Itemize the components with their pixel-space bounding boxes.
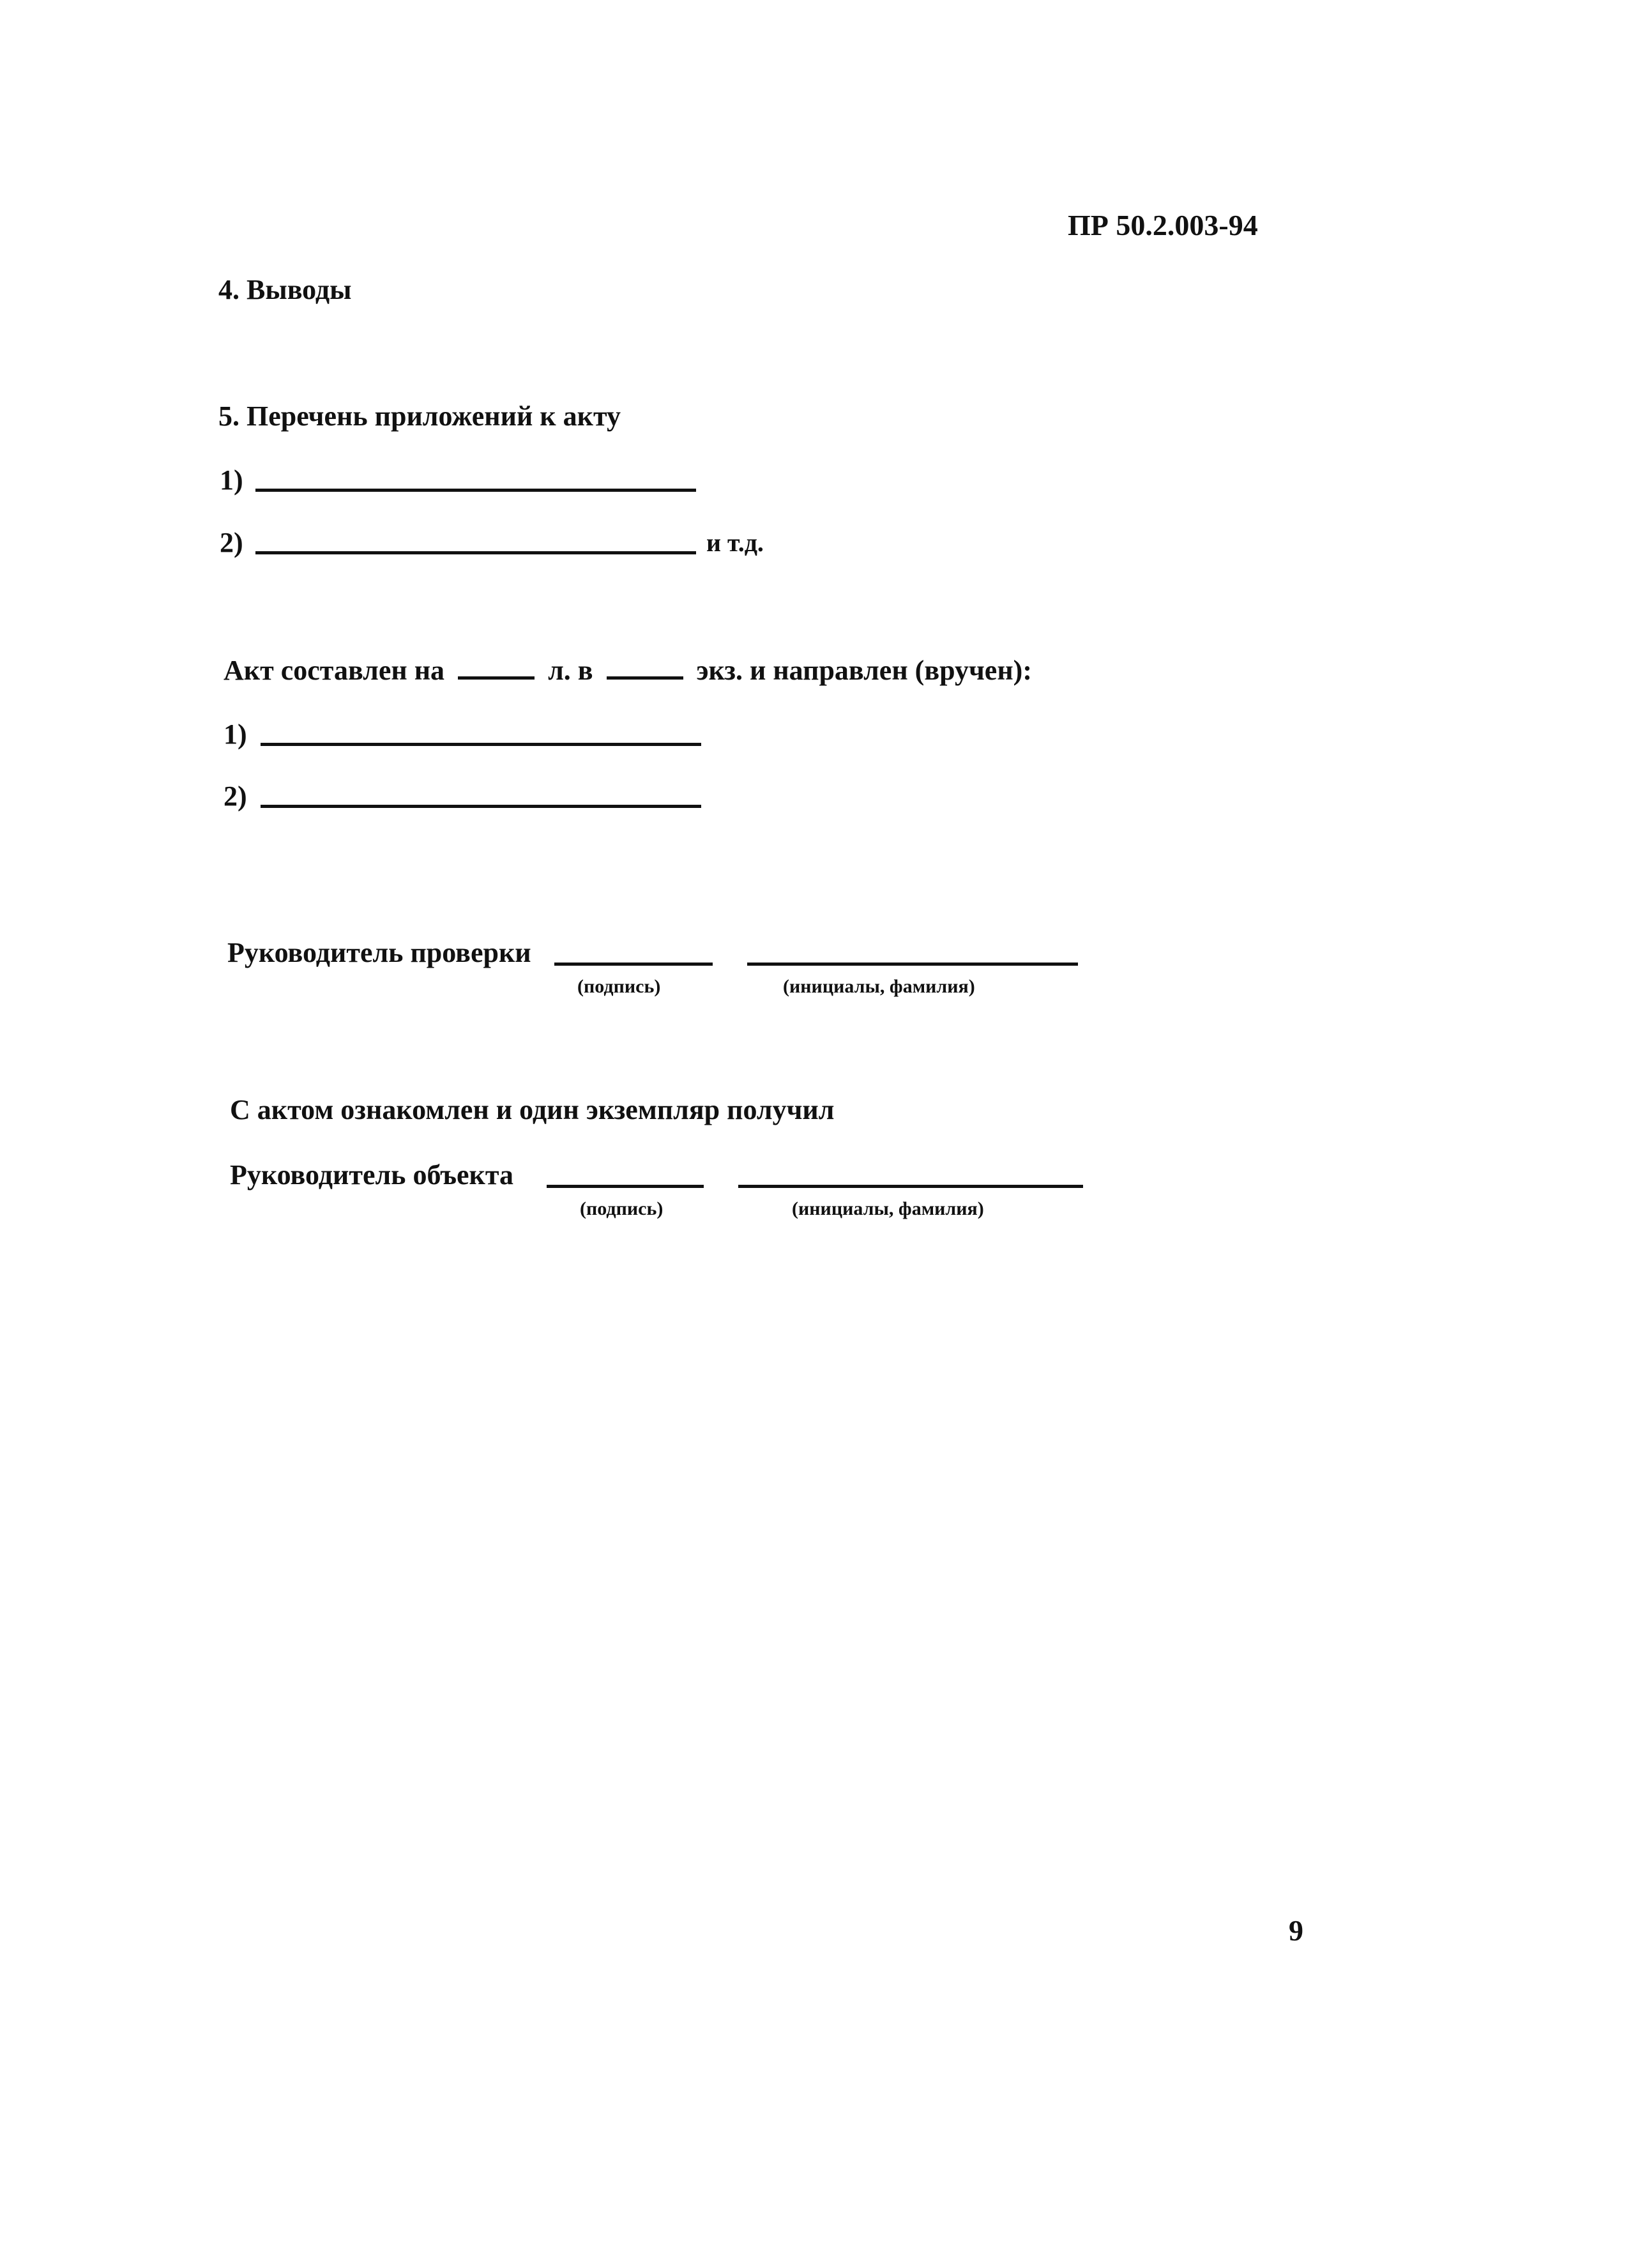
inspection-head-name-blank[interactable] — [747, 963, 1078, 966]
inspection-head-label: Руководитель проверки — [227, 937, 531, 968]
object-head-name-blank[interactable] — [738, 1185, 1083, 1188]
document-code: ПР 50.2.003-94 — [1068, 209, 1258, 241]
section-attachments-heading: 5. Перечень приложений к акту — [218, 400, 621, 432]
act-text-part2: л. в — [548, 655, 593, 686]
act-composition-line — [224, 657, 1032, 685]
recipient-2-number: 2) — [224, 780, 247, 812]
recipient-1-blank[interactable] — [261, 743, 701, 746]
recipient-1-number: 1) — [224, 719, 247, 750]
inspection-head-signature-blank[interactable] — [554, 963, 713, 966]
act-pages-blank[interactable] — [458, 676, 535, 680]
acknowledgement-statement: С актом ознакомлен и один экземпляр получил — [230, 1094, 835, 1125]
inspection-head-signature-caption: (подпись) — [577, 976, 661, 997]
object-head-signature-caption: (подпись) — [580, 1198, 664, 1219]
page-number: 9 — [1289, 1914, 1303, 1947]
inspection-head-name-caption: (инициалы, фамилия) — [783, 976, 975, 997]
act-text-part1: Акт составлен на — [224, 655, 445, 686]
attachment-item-2-blank[interactable] — [255, 551, 696, 554]
act-text-part3: экз. и направлен (вручен): — [696, 655, 1032, 686]
section-conclusions-heading: 4. Выводы — [218, 274, 352, 305]
object-head-name-caption: (инициалы, фамилия) — [792, 1198, 984, 1219]
object-head-signature-blank[interactable] — [547, 1185, 704, 1188]
attachment-item-1-number: 1) — [220, 464, 243, 496]
object-head-label: Руководитель объекта — [230, 1159, 514, 1191]
attachment-etc-label: и т.д. — [706, 528, 764, 557]
act-copies-blank[interactable] — [607, 676, 683, 680]
attachment-item-1-blank[interactable] — [255, 489, 696, 492]
attachment-item-2-number: 2) — [220, 527, 243, 558]
recipient-2-blank[interactable] — [261, 805, 701, 808]
